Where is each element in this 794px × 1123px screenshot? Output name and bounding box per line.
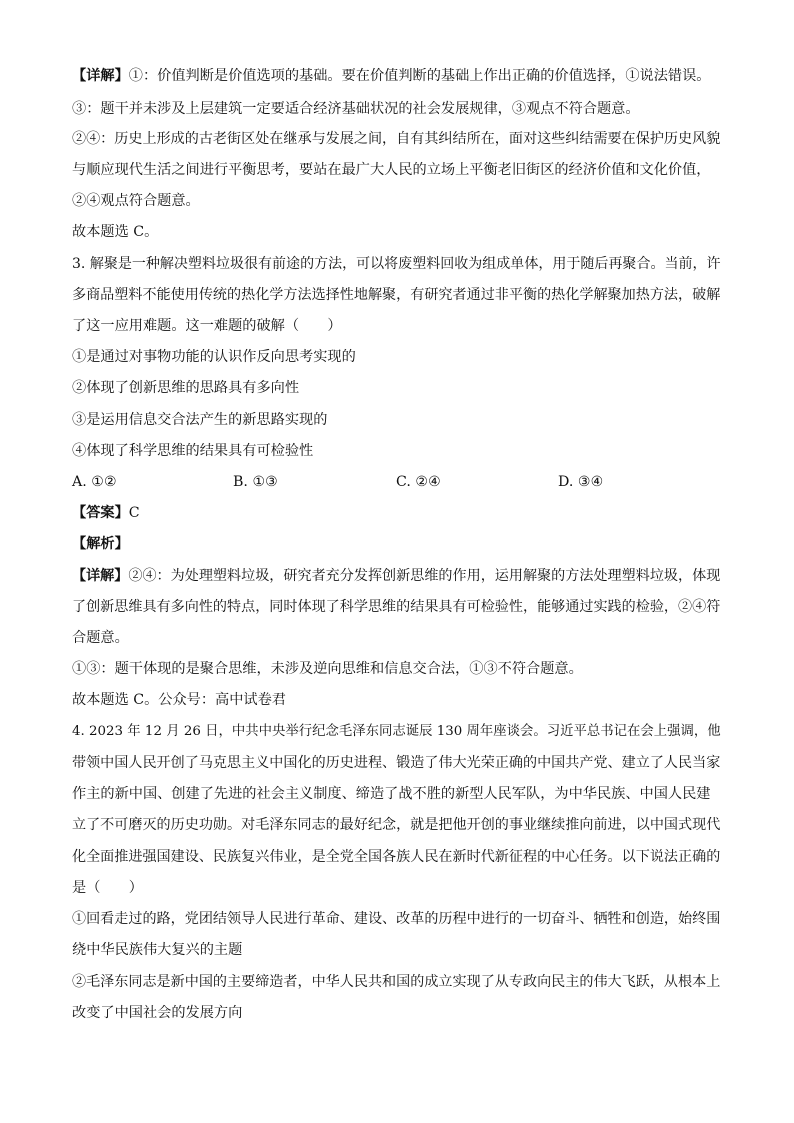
question-3-stem: 多商品塑料不能使用传统的热化学方法选择性地解聚，有研究者通过非平衡的热化学解聚加热方法，破解 bbox=[72, 287, 721, 303]
question-4-statement: ②毛泽东同志是新中国的主要缔造者，中华人民共和国的成立实现了从专政向民主的伟大飞跃，从根本上 bbox=[72, 974, 721, 990]
detail-line: 了创新思维具有多向性的特点，同时体现了科学思维的结果具有可检验性，能够通过实践的检验，②④符 bbox=[72, 599, 721, 615]
choice-d: D. ③④ bbox=[558, 474, 604, 490]
question-4-stem: 是（ ） bbox=[72, 880, 143, 896]
detail-paragraph-line bbox=[72, 66, 724, 86]
choice-c: C. ②④ bbox=[396, 474, 441, 490]
choice-a: A. ①② bbox=[72, 474, 117, 490]
detail-text: ①：价值判断是价值选项的基础。要在价值判断的基础上作出正确的价值选择，①说法错误。 bbox=[128, 68, 711, 84]
question-4-statement: 绕中华民族伟大复兴的主题 bbox=[72, 942, 243, 958]
answer-value: C bbox=[128, 505, 140, 521]
conclusion-line: 故本题选 C。公众号：高中试卷君 bbox=[72, 692, 286, 708]
question-3-statement: ④体现了科学思维的结果具有可检验性 bbox=[72, 443, 314, 459]
question-4-stem: 化全面推进强国建设、民族复兴伟业，是全党全国各族人民在新时代新征程的中心任务。以下说法正确的 bbox=[72, 849, 721, 865]
answer-tag: 【答案】 bbox=[72, 505, 129, 521]
question-3-statement: ②体现了创新思维的思路具有多向性 bbox=[72, 380, 300, 396]
question-4-stem: 4. 2023 年 12 月 26 日，中共中央举行纪念毛泽东同志诞辰 130 周年座谈会。习近平总书记在会上强调，他 bbox=[72, 724, 721, 739]
conclusion-line: 故本题选 C。 bbox=[72, 224, 159, 240]
analysis-tag: 【解析】 bbox=[72, 536, 129, 552]
question-4-stem: 带领中国人民开创了马克思主义中国化的历史进程、锻造了伟大光荣正确的中国共产党、建立了人民当家 bbox=[72, 755, 721, 771]
detail-line: 与顺应现代生活之间进行平衡思考，要站在最广大人民的立场上平衡老旧街区的经济价值和文化价值， bbox=[72, 162, 711, 178]
detail-text: ②④：为处理塑料垃圾，研究者充分发挥创新思维的作用，运用解聚的方法处理塑料垃圾，体现 bbox=[128, 568, 721, 584]
question-3-stem: 3. 解聚是一种解决塑料垃圾很有前途的方法，可以将废塑料回收为组成单体，用于随后再聚合。当前，许 bbox=[72, 256, 721, 272]
question-4-stem: 作主的新中国、创建了先进的社会主义制度、缔造了战不胜的新型人民军队，为中华民族、中国人民建 bbox=[72, 786, 711, 802]
question-4-stem: 立了不可磨灭的历史功勋。对毛泽东同志的最好纪念，就是把他开创的事业继续推向前进，以中国式现代 bbox=[72, 817, 721, 833]
analysis-heading bbox=[72, 534, 724, 554]
detail-line: ②④：历史上形成的古老街区处在继承与发展之间，自有其纠结所在，面对这些纠结需要在保护历史风貌 bbox=[72, 131, 721, 147]
question-3-stem: 了这一应用难题。这一难题的破解（ ） bbox=[72, 318, 342, 334]
detail-paragraph-line bbox=[72, 566, 724, 586]
question-3-choices bbox=[72, 472, 724, 492]
detail-line: ③：题干并未涉及上层建筑一定要适合经济基础状况的社会发展规律，③观点不符合题意。 bbox=[72, 101, 640, 117]
detail-tag: 【详解】 bbox=[72, 68, 129, 84]
detail-line: ②④观点符合题意。 bbox=[72, 193, 200, 209]
answer-line bbox=[72, 503, 724, 523]
detail-line: ①③：题干体现的是聚合思维，未涉及逆向思维和信息交合法，①③不符合题意。 bbox=[72, 661, 583, 677]
detail-line: 合题意。 bbox=[72, 630, 129, 646]
choice-b: B. ①③ bbox=[233, 474, 278, 490]
question-3-statement: ①是通过对事物功能的认识作反向思考实现的 bbox=[72, 349, 356, 365]
detail-tag: 【详解】 bbox=[72, 568, 129, 584]
question-4-statement: 改变了中国社会的发展方向 bbox=[72, 1005, 243, 1021]
question-3-statement: ③是运用信息交合法产生的新思路实现的 bbox=[72, 412, 328, 428]
question-4-statement: ①回看走过的路，党团结领导人民进行革命、建设、改革的历程中进行的一切奋斗、牺牲和创造，始终围 bbox=[72, 911, 721, 927]
